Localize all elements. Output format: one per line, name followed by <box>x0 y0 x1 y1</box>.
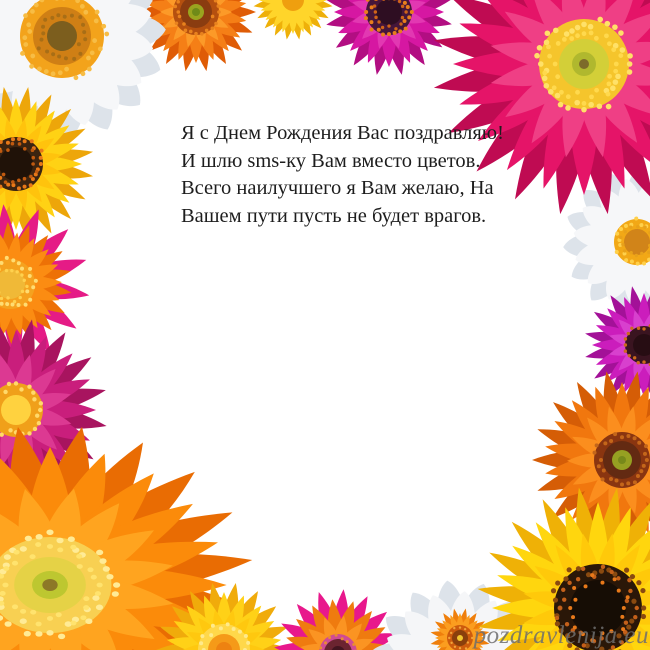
greeting-line-2: И шлю sms-ку Вам вместо цветов. <box>181 149 481 172</box>
greeting-line-4: Вашем пути пусть не будет врагов. <box>181 204 487 227</box>
greeting-text <box>181 120 504 230</box>
magenta-gerbera-top <box>325 0 454 76</box>
watermark-text: pozdravlenija.eu <box>473 622 649 649</box>
yellow-flower-top <box>253 0 334 40</box>
purple-gerbera-right <box>584 285 650 405</box>
greeting-line-1: Я с Днем Рождения Вас поздравляю! <box>181 122 504 144</box>
greeting-line-3: Всего наилучшего я Вам желаю, На <box>181 177 494 199</box>
orange-pink-gerbera-bottom <box>267 582 408 650</box>
